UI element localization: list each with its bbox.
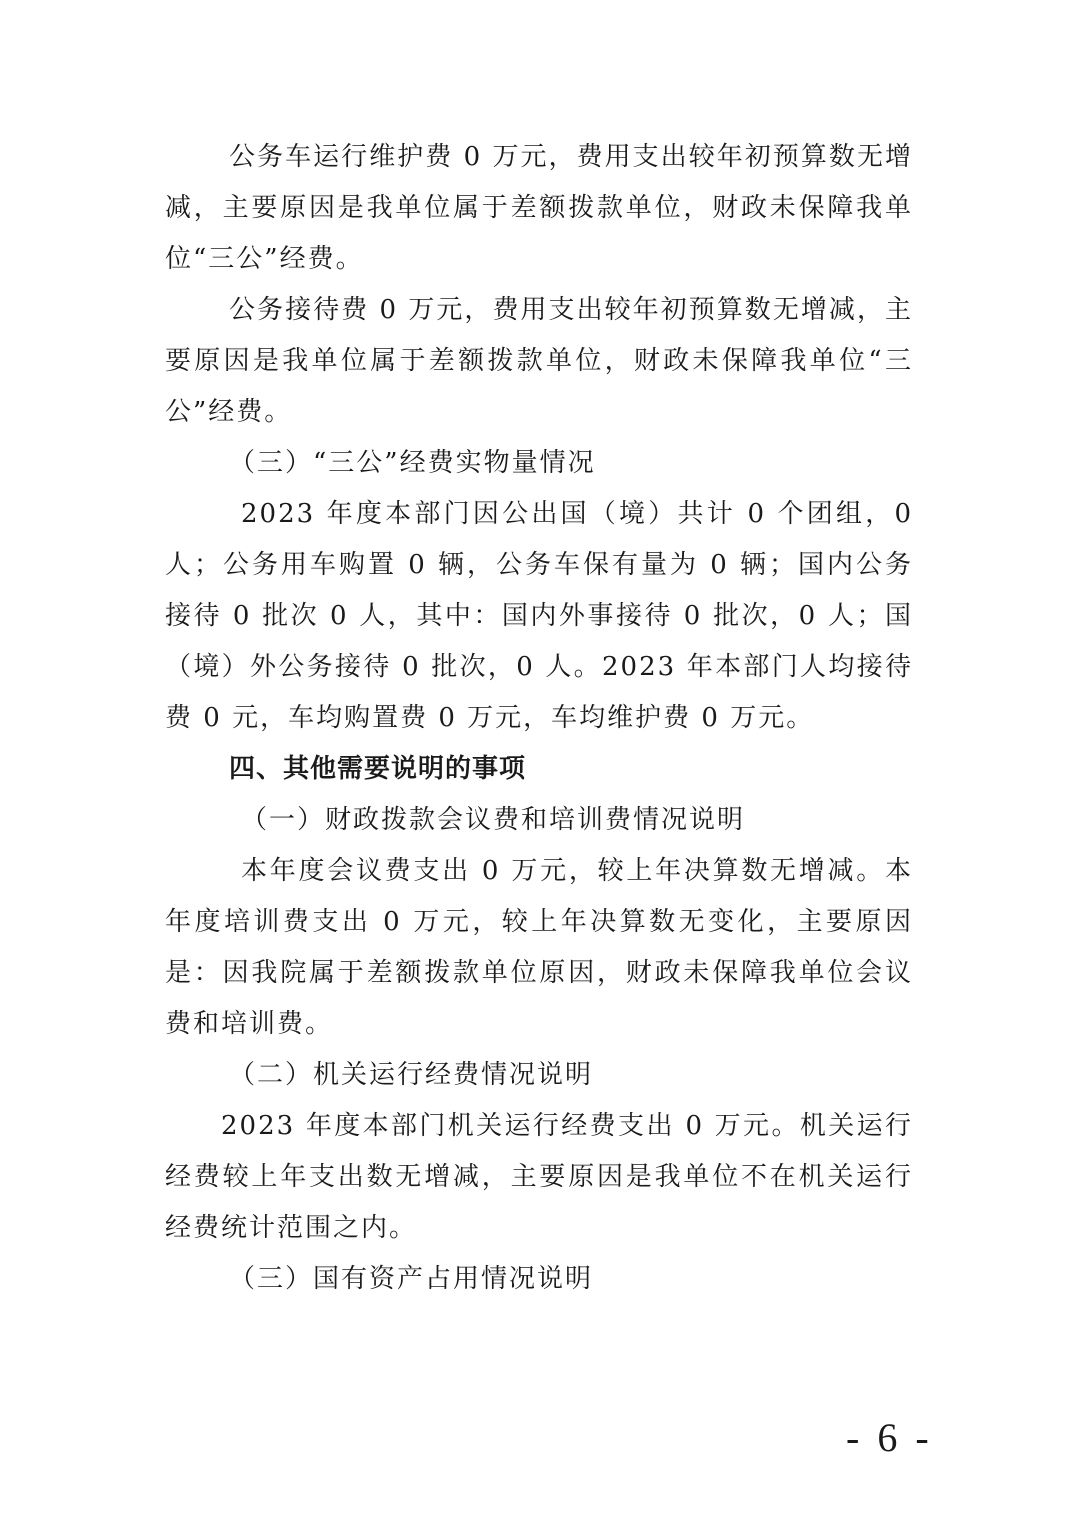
subheading-state-assets: （三）国有资产占用情况说明 — [229, 1264, 594, 1294]
paragraph-operating-expenses: 2023 年度本部门机关运行经费支出 0 万元。机关运行经费较上年支出数无增减，主要原因是我单位不在机关运行经费统计范围之内。 — [165, 1111, 913, 1243]
paragraph-physical-quantity: 2023 年度本部门因公出国（境）共计 0 个团组，0 人；公务用车购置 0 辆，公务车保有量为 0 辆；国内公务接待 0 批次 0 人，其中：国内外事接待 0 批次，0 人；国（境）外公务接待 0 批次，0 人。2023 年本部门人均接待费 0 元，车均购置费 0 万元，车均维护费 0 万元。 — [165, 499, 913, 733]
subheading-meeting-training: （一）财政拨款会议费和培训费情况说明 — [241, 805, 746, 835]
page-number: - 6 - — [846, 1415, 933, 1460]
subheading-physical-quantity: （三）“三公”经费实物量情况 — [229, 448, 596, 478]
section-heading-other-matters: 四、其他需要说明的事项 — [229, 754, 527, 784]
paragraph-meeting-training: 本年度会议费支出 0 万元，较上年决算数无增减。本年度培训费支出 0 万元，较上年决算数无变化，主要原因是：因我院属于差额拨款单位原因，财政未保障我单位会议费和培训费。 — [165, 856, 913, 1039]
paragraph-vehicle-maintenance: 公务车运行维护费 0 万元，费用支出较年初预算数无增减，主要原因是我单位属于差额拨款单位，财政未保障我单位“三公”经费。 — [165, 142, 913, 274]
paragraph-reception-fee: 公务接待费 0 万元，费用支出较年初预算数无增减，主要原因是我单位属于差额拨款单位，财政未保障我单位“三公”经费。 — [165, 295, 913, 427]
subheading-operating-expenses: （二）机关运行经费情况说明 — [229, 1060, 594, 1090]
